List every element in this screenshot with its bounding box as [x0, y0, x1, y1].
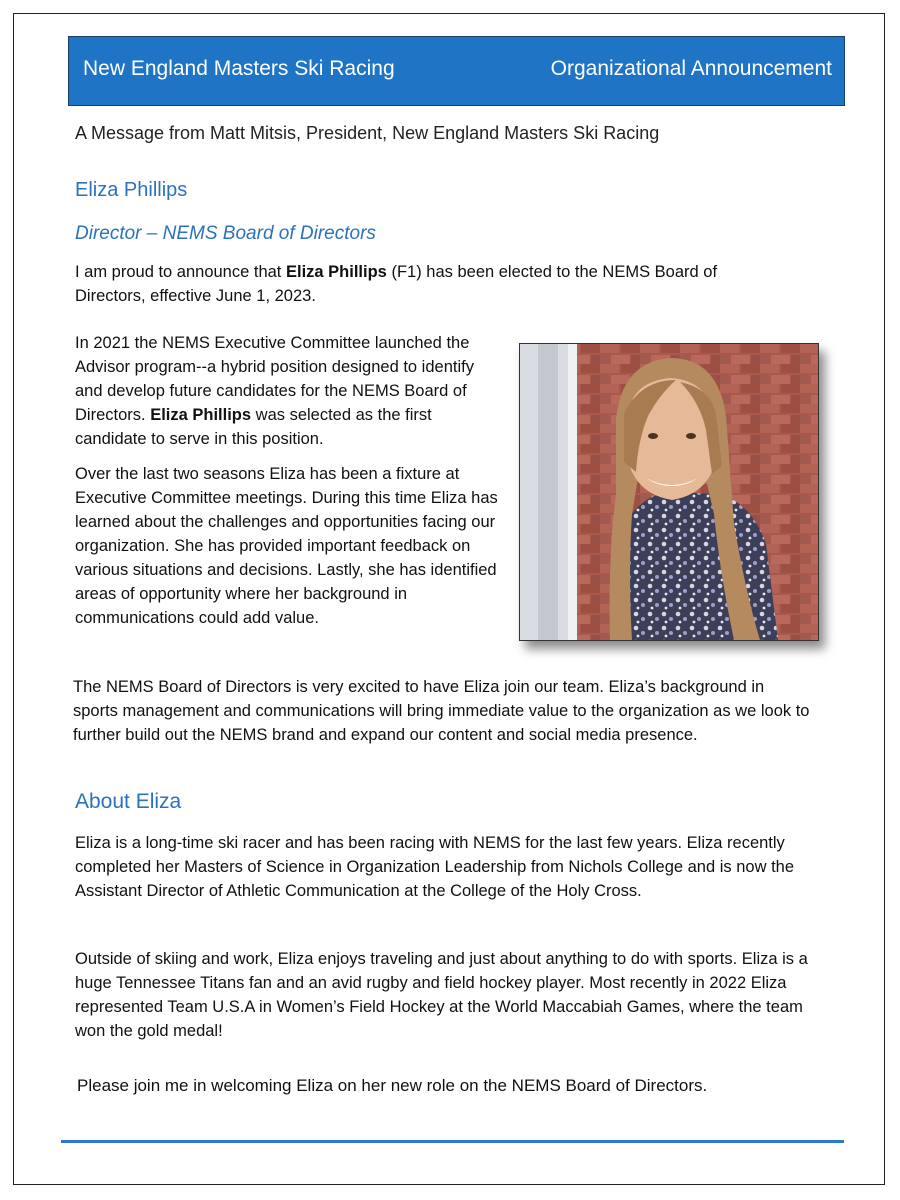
- intro-line: A Message from Matt Mitsis, President, New England Masters Ski Racing: [75, 123, 660, 143]
- para1-text-a: I am proud to announce that: [75, 263, 286, 281]
- about-heading: About Eliza: [75, 790, 182, 813]
- para2-text-b: was selected as the first candidate to serve in this position.: [75, 406, 432, 448]
- org-name: New England Masters Ski Racing: [83, 57, 395, 80]
- role-heading: Director – NEMS Board of Directors: [75, 223, 376, 244]
- paragraph-announcement: [75, 260, 785, 308]
- closing-line: Please join me in welcoming Eliza on her new role on the NEMS Board of Directors.: [77, 1076, 708, 1095]
- para2-text-a: In 2021 the NEMS Executive Committee launched the Advisor program--a hybrid position designed to identify and develop future candidates for the NEMS Board of Directors.: [75, 334, 474, 424]
- paragraph-about-interests: Outside of skiing and work, Eliza enjoys traveling and just about anything to do with sports. Eliza is a huge Tennessee Titans fan and an avid rugby and field hockey player. Most recently in 2022 Eliza represented Team U.S.A in Women’s Field Hockey at the World Maccabiah Games, where the team won the gold medal!: [75, 950, 808, 1040]
- para1-name: Eliza Phillips: [285, 263, 387, 281]
- paragraph-advisor-program: [75, 331, 505, 451]
- portrait-photo: [519, 343, 819, 641]
- person-heading: Eliza Phillips: [75, 179, 188, 201]
- paragraph-board-excited: The NEMS Board of Directors is very excited to have Eliza join our team. Eliza’s background in sports management and communications will bring immediate value to the organization as we look to further build out the NEMS brand and expand our content and social media presence.: [73, 678, 810, 744]
- paragraph-last-two-seasons: Over the last two seasons Eliza has been a fixture at Executive Committee meetings. During this time Eliza has learned about the challenges and opportunities facing our organization. She has provided important feedback on various situations and decisions. Lastly, she has identified areas of opportunity where her background in communications could add value.: [75, 465, 498, 627]
- header-banner: [68, 36, 845, 106]
- bottom-rule: [61, 1140, 844, 1143]
- para2-name: Eliza Phillips: [150, 406, 252, 424]
- paragraph-about-racing: Eliza is a long-time ski racer and has been racing with NEMS for the last few years. Eliza recently completed her Masters of Science in Organization Leadership from Nichols College and is now the Assistant Director of Athletic Communication at the College of the Holy Cross.: [75, 834, 795, 900]
- para1-text-b: (F1) has been elected to the NEMS Board of Directors, effective June 1, 2023.: [75, 263, 718, 305]
- doc-type: Organizational Announcement: [550, 57, 832, 80]
